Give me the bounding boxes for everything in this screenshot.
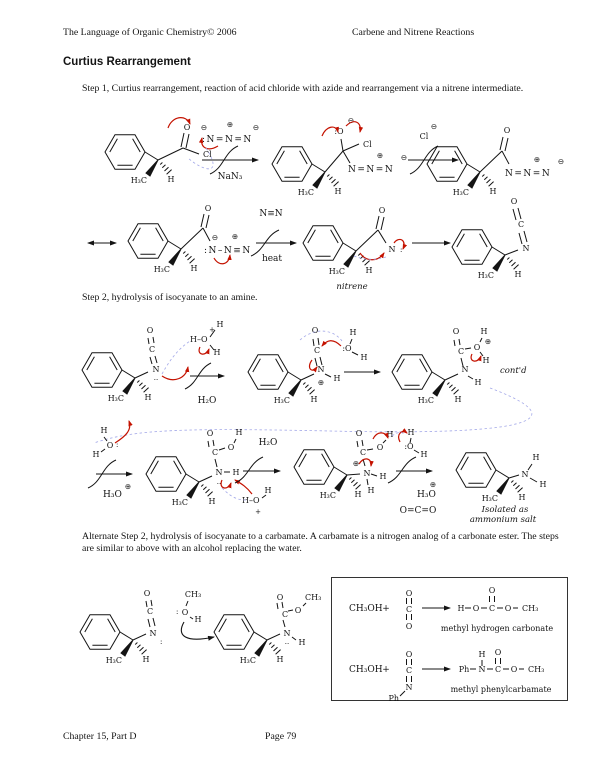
structure-tetrahedral-intermediate bbox=[272, 116, 407, 197]
atom-label: H bbox=[480, 327, 488, 336]
charge-plus: ⊕ bbox=[226, 120, 234, 129]
plus-sign: + bbox=[382, 604, 390, 614]
atom-label: O bbox=[405, 650, 413, 659]
header-right: Carbene and Nitrene Reactions bbox=[352, 27, 475, 38]
leaving-group-label: Cl bbox=[419, 132, 429, 141]
atom-label: H₃C bbox=[107, 394, 124, 403]
atom-label: O bbox=[204, 204, 212, 213]
atom-label: N bbox=[478, 665, 486, 674]
isolated-caption-line2: ammonium salt bbox=[469, 515, 537, 525]
atom-label: H bbox=[514, 270, 522, 279]
structure-ammonium-carbamic-acid bbox=[294, 428, 428, 500]
atom-label: H bbox=[532, 453, 540, 462]
atom-label: H₃C bbox=[273, 396, 290, 405]
atom-label: O bbox=[206, 429, 214, 438]
reaction-arrow-3 bbox=[251, 209, 296, 264]
atom-label: H₃C bbox=[297, 188, 314, 197]
lone-pair-dots: : bbox=[400, 246, 403, 254]
atom-label: C bbox=[494, 665, 502, 674]
atom-label: O bbox=[106, 441, 114, 450]
methanol-reagent bbox=[176, 590, 214, 639]
atom-label: Ph bbox=[458, 665, 470, 674]
structure-amine-product bbox=[456, 453, 547, 525]
reagent-label: H₂O bbox=[197, 396, 217, 406]
byproduct-label: H₃O bbox=[103, 490, 122, 500]
electron-pushing-arrow bbox=[115, 421, 130, 443]
carbonate-analogy-box bbox=[332, 578, 568, 704]
atom-label: H₃C bbox=[153, 265, 170, 274]
atom-label: N bbox=[461, 365, 469, 374]
atom-label: O bbox=[405, 589, 413, 598]
atom-label: C bbox=[488, 604, 496, 613]
atom-label: O bbox=[488, 586, 496, 595]
atom-label: C bbox=[359, 448, 367, 457]
structure-acid-chloride bbox=[105, 118, 212, 185]
charge-minus: ⊖ bbox=[400, 153, 408, 162]
atom-label: C bbox=[281, 610, 289, 619]
page-title: Curtius Rearrangement bbox=[63, 56, 191, 68]
atom-label: CH₃ bbox=[305, 593, 322, 602]
atom-label: H bbox=[360, 353, 368, 362]
charge-plus: ⊕ bbox=[376, 151, 384, 160]
atom-label: H bbox=[194, 615, 202, 624]
atom-label: H bbox=[334, 187, 342, 196]
condition-label: heat bbox=[261, 254, 283, 264]
structure-nitrene bbox=[303, 206, 404, 292]
reaction-arrow-10 bbox=[181, 622, 214, 639]
atom-label: :O bbox=[334, 127, 344, 136]
atom-label: H bbox=[100, 426, 108, 435]
charge-plus: + bbox=[255, 508, 261, 516]
atom-label: H bbox=[386, 430, 394, 439]
charge-minus: ⊖ bbox=[211, 233, 219, 242]
atom-label: C bbox=[148, 345, 156, 354]
box-border bbox=[332, 578, 568, 701]
atom-label: O bbox=[181, 608, 189, 617]
charge-plus: ⊕ bbox=[124, 482, 132, 491]
atom-label: H bbox=[216, 320, 224, 329]
atom-label: N bbox=[405, 683, 413, 692]
atom-label: O bbox=[473, 343, 481, 352]
atom-label: O bbox=[510, 665, 518, 674]
reagent-label: CH₃OH bbox=[349, 604, 383, 614]
atom-label: H bbox=[482, 356, 490, 365]
atom-label: O bbox=[405, 622, 413, 631]
atom-label: H₃C bbox=[171, 498, 188, 507]
hydronium-label: H–O bbox=[242, 496, 260, 505]
atom-label: H₃C bbox=[130, 176, 147, 185]
electron-pushing-arrow bbox=[221, 480, 231, 488]
structure-isocyanate-plus-hydronium bbox=[82, 320, 224, 403]
byproduct-label: H₃O bbox=[417, 490, 436, 500]
byproduct-label: O=C=O bbox=[399, 506, 437, 516]
product-caption: methyl phenylcarbamate bbox=[450, 685, 552, 694]
atom-label: O bbox=[472, 604, 480, 613]
atom-label: O bbox=[146, 326, 154, 335]
atom-label: O bbox=[503, 126, 511, 135]
atom-label: H bbox=[298, 638, 306, 647]
atom-label: O bbox=[311, 326, 319, 335]
lone-pair-dots: : bbox=[160, 638, 163, 646]
atom-label: Cl bbox=[203, 150, 212, 159]
atom-label: C bbox=[146, 607, 154, 616]
atom-label: H bbox=[379, 472, 387, 481]
azide-formula: :N–N≡N bbox=[204, 246, 252, 256]
atom-label: H bbox=[474, 378, 482, 387]
atom-label: N bbox=[283, 629, 291, 638]
atom-label: C bbox=[405, 666, 413, 675]
atom-label: H bbox=[457, 604, 465, 613]
structure-acyl-azide bbox=[427, 126, 564, 197]
product-caption: methyl hydrogen carbonate bbox=[440, 624, 554, 633]
step2-paragraph: Step 2, hydrolysis of isocyanate to an amine. bbox=[82, 292, 258, 303]
structure-o-protonated-carbamic-acid bbox=[392, 327, 527, 405]
reagent-label: NaN₃ bbox=[217, 172, 243, 182]
atom-label: C bbox=[457, 347, 465, 356]
water-nucleophile bbox=[93, 421, 130, 459]
atom-label: C bbox=[313, 346, 321, 355]
electron-pushing-arrow bbox=[214, 255, 230, 264]
attack-trajectory-dash bbox=[162, 341, 190, 374]
atom-label: H bbox=[142, 655, 150, 664]
structure-acyl-azide-resonance bbox=[128, 204, 252, 274]
atom-label: H₃C bbox=[328, 267, 345, 276]
charge-minus: ⊖ bbox=[347, 116, 355, 125]
byproduct-label: N≡N bbox=[259, 209, 283, 219]
atom-label: O bbox=[452, 327, 460, 336]
electron-pushing-arrow bbox=[471, 354, 481, 361]
atom-label: H₃C bbox=[319, 491, 336, 500]
atom-label: N bbox=[363, 469, 371, 478]
nitrene-caption: nitrene bbox=[336, 282, 368, 292]
atom-label: H bbox=[310, 395, 318, 404]
charge-plus: ⊕ bbox=[352, 459, 360, 468]
reaction-arrow-2 bbox=[408, 122, 458, 174]
attack-trajectory-dash bbox=[300, 331, 342, 341]
header-left: The Language of Organic Chemistry© 2006 bbox=[63, 27, 237, 38]
charge-plus: + bbox=[209, 326, 215, 334]
atom-label: H₃C bbox=[417, 396, 434, 405]
structure-methyl-carbamate bbox=[214, 593, 321, 665]
azide-formula: :N=N=N bbox=[202, 135, 253, 145]
structure-isocyanate-2 bbox=[80, 589, 162, 665]
atom-label: N bbox=[152, 365, 160, 374]
water-label: :O bbox=[404, 442, 414, 451]
atom-label: CH₃ bbox=[522, 604, 539, 613]
reagent-label: CH₃OH bbox=[349, 665, 383, 675]
atom-label: H bbox=[349, 328, 357, 337]
electron-pushing-arrow bbox=[199, 347, 209, 354]
azide-formula: N=N=N bbox=[505, 169, 552, 179]
atom-label: N bbox=[149, 629, 157, 638]
plus-sign: + bbox=[382, 665, 390, 675]
atom-label: O bbox=[510, 197, 518, 206]
lone-pair-dots: : bbox=[176, 608, 179, 616]
reaction-arrow-7 bbox=[88, 460, 132, 500]
atom-label: CH₃ bbox=[184, 590, 202, 599]
charge-plus: ⊕ bbox=[231, 232, 239, 241]
atom-label: H bbox=[518, 493, 526, 502]
atom-label: H bbox=[144, 393, 152, 402]
atom-label: H₃C bbox=[477, 271, 494, 280]
structure-protonated-isocyanate bbox=[248, 326, 368, 405]
atom-label: H bbox=[407, 428, 415, 437]
atom-label: C bbox=[211, 448, 219, 457]
atom-label: H bbox=[264, 486, 272, 495]
footer-page-number: Page 79 bbox=[265, 731, 297, 742]
atom-label: H bbox=[208, 497, 216, 506]
atom-label: O bbox=[494, 648, 502, 657]
atom-label: H bbox=[333, 374, 341, 383]
atom-label: N bbox=[521, 470, 529, 479]
atom-label: N bbox=[215, 468, 223, 477]
contd-label: cont'd bbox=[500, 366, 527, 376]
electron-pushing-arrow bbox=[162, 367, 188, 380]
atom-label: Cl bbox=[363, 140, 372, 149]
charge-plus: ⊕ bbox=[317, 378, 325, 387]
charge-plus: ⊕ bbox=[533, 155, 541, 164]
atom-label: N bbox=[522, 244, 530, 253]
atom-label: O bbox=[276, 593, 284, 602]
azide-formula: N=N=N bbox=[348, 165, 395, 175]
structure-isocyanate bbox=[452, 197, 530, 280]
atom-label: N bbox=[388, 245, 396, 254]
atom-label: N bbox=[317, 365, 325, 374]
charge-minus: ⊖ bbox=[200, 123, 208, 132]
lone-pair-dots: : bbox=[116, 441, 119, 449]
step1-paragraph: Step 1, Curtius rearrangement, reaction of acid chloride with azide and rearrangement via a nitrene intermediate. bbox=[82, 83, 524, 94]
atom-label: O bbox=[376, 443, 384, 452]
charge-minus: ⊖ bbox=[430, 122, 438, 131]
atom-label: H bbox=[92, 450, 100, 459]
atom-label: H bbox=[365, 266, 373, 275]
atom-label: H₃C bbox=[452, 188, 469, 197]
atom-label: H bbox=[232, 468, 240, 477]
proton-transfer-dash bbox=[392, 432, 404, 436]
atom-label: H bbox=[489, 187, 497, 196]
footer-chapter: Chapter 15, Part D bbox=[63, 731, 137, 742]
charge-plus: ⊕ bbox=[484, 337, 492, 346]
isolated-caption-line1: Isolated as bbox=[481, 505, 529, 515]
structure-carbamic-acid bbox=[146, 428, 272, 516]
charge-minus: ⊖ bbox=[252, 123, 260, 132]
water-label: :O bbox=[342, 344, 352, 353]
atom-label: O bbox=[504, 604, 512, 613]
lone-pair-dots: ·· bbox=[284, 640, 290, 648]
atom-label: H₃C bbox=[481, 494, 498, 503]
atom-label: H bbox=[190, 264, 198, 273]
atom-label: Ph bbox=[388, 694, 399, 703]
atom-label: H₃C bbox=[239, 656, 256, 665]
atom-label: O bbox=[143, 589, 151, 598]
atom-label: H bbox=[454, 395, 462, 404]
atom-label: O bbox=[227, 443, 235, 452]
atom-label: H bbox=[539, 480, 547, 489]
atom-label: CH₃ bbox=[528, 665, 545, 674]
atom-label: H bbox=[213, 348, 221, 357]
reagent-label: H₂O bbox=[258, 438, 278, 448]
atom-label: H bbox=[354, 490, 362, 499]
atom-label: O bbox=[355, 429, 363, 438]
atom-label: H bbox=[478, 650, 486, 659]
atom-label: H bbox=[235, 428, 243, 437]
electron-pushing-arrow bbox=[322, 341, 341, 346]
charge-plus: ⊕ bbox=[429, 480, 437, 489]
reaction-arrow-5 bbox=[185, 363, 224, 406]
reaction-arrow-9 bbox=[388, 457, 436, 516]
alternate-step2-paragraph: Alternate Step 2, hydrolysis of isocyanate to a carbamate. A carbamate is a nitrogen analog of a carbonate ester. The steps are similar to above with an alcohol replacing the water. bbox=[82, 531, 559, 555]
atom-label: O bbox=[183, 123, 191, 132]
lone-pair-dots: ·· bbox=[153, 376, 159, 384]
atom-label: C bbox=[405, 605, 413, 614]
atom-label: H₃C bbox=[105, 656, 122, 665]
atom-label: O bbox=[378, 206, 386, 215]
atom-label: H bbox=[276, 655, 284, 664]
atom-label: H bbox=[420, 450, 428, 459]
lone-pair-dots: ·· bbox=[216, 480, 222, 488]
atom-label: O bbox=[294, 606, 302, 615]
charge-minus: ⊖ bbox=[557, 157, 565, 166]
atom-label: C bbox=[517, 220, 525, 229]
atom-label: H bbox=[167, 175, 175, 184]
hydronium-label: H–O bbox=[190, 335, 208, 344]
atom-label: H bbox=[367, 486, 375, 495]
reaction-arrow-8 bbox=[232, 438, 280, 483]
